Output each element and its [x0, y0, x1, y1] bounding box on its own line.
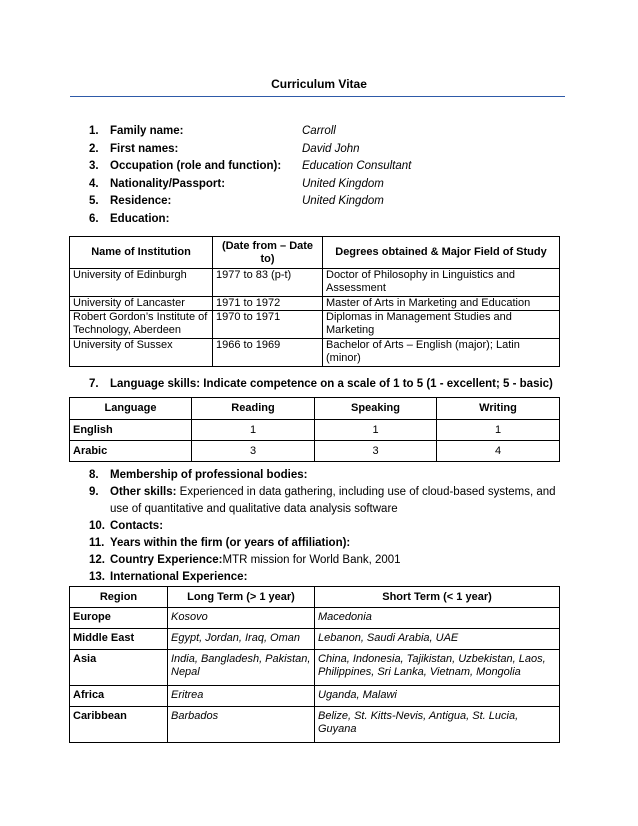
field-number: 1. — [89, 125, 99, 137]
institution-cell: University of Sussex — [70, 339, 213, 367]
institution-cell: University of Edinburgh — [70, 269, 213, 297]
column-header: Language — [70, 398, 192, 420]
section-number: 7. — [89, 378, 99, 390]
table-header-row — [70, 398, 560, 420]
field-label: First names: — [110, 142, 179, 155]
dates-cell: 1977 to 83 (p-t) — [213, 269, 323, 297]
long-term-cell: Kosovo — [168, 608, 315, 629]
table-header-row — [70, 237, 560, 269]
column-header: Short Term (< 1 year) — [315, 587, 560, 608]
international-experience-table — [69, 586, 560, 743]
degree-cell: Bachelor of Arts – English (major); Latin (minor) — [323, 339, 560, 367]
table-row — [70, 297, 560, 311]
institution-cell: University of Lancaster — [70, 297, 213, 311]
region-cell: Africa — [70, 686, 168, 707]
long-term-cell: Eritrea — [168, 686, 315, 707]
region-cell: Middle East — [70, 629, 168, 650]
table-row — [70, 650, 560, 686]
section-number: 13. — [89, 571, 105, 583]
field-value: United Kingdom — [302, 195, 384, 207]
table-row — [70, 441, 560, 462]
column-header: Long Term (> 1 year) — [168, 587, 315, 608]
table-row — [70, 686, 560, 707]
other-skills-line-2 — [89, 501, 559, 518]
short-term-cell: Macedonia — [315, 608, 560, 629]
table-row — [70, 269, 560, 297]
reading-cell: 1 — [192, 420, 315, 441]
international-experience-line — [89, 569, 559, 586]
section-text: MTR mission for World Bank, 2001 — [222, 554, 401, 566]
writing-cell: 4 — [437, 441, 560, 462]
language-skills-heading — [89, 378, 553, 390]
reading-cell: 3 — [192, 441, 315, 462]
table-header-row — [70, 587, 560, 608]
field-value: Carroll — [302, 125, 336, 137]
writing-cell: 1 — [437, 420, 560, 441]
field-label: Education: — [110, 212, 170, 225]
title-divider — [70, 96, 565, 97]
section-label: International Experience: — [110, 571, 248, 583]
region-cell: Caribbean — [70, 707, 168, 743]
dates-cell: 1970 to 1971 — [213, 311, 323, 339]
column-header: Reading — [192, 398, 315, 420]
table-row — [70, 311, 560, 339]
section-content — [110, 484, 556, 501]
long-term-cell: Barbados — [168, 707, 315, 743]
language-table — [69, 397, 560, 462]
long-term-cell: Egypt, Jordan, Iraq, Oman — [168, 629, 315, 650]
short-term-cell: Belize, St. Kitts-Nevis, Antigua, St. Lucia, Guyana — [315, 707, 560, 743]
field-label: Occupation (role and function): — [110, 160, 282, 172]
additional-sections — [89, 467, 559, 586]
column-header: Name of Institution — [70, 237, 213, 269]
membership-line — [89, 467, 559, 484]
section-text: Experienced in data gathering, including use of cloud-based systems, and — [179, 486, 556, 498]
field-number: 2. — [89, 142, 99, 155]
dates-cell: 1971 to 1972 — [213, 297, 323, 311]
dates-cell: 1966 to 1969 — [213, 339, 323, 367]
other-skills-line — [89, 484, 559, 501]
table-row — [70, 629, 560, 650]
field-number: 6. — [89, 212, 99, 225]
degree-cell: Diplomas in Management Studies and Marketing — [323, 311, 560, 339]
education-table — [69, 236, 560, 367]
section-label: Membership of professional bodies: — [110, 469, 308, 481]
country-experience-line — [89, 552, 559, 569]
short-term-cell: Lebanon, Saudi Arabia, UAE — [315, 629, 560, 650]
column-header: Writing — [437, 398, 560, 420]
years-line — [89, 535, 559, 552]
section-label: Other skills: — [110, 486, 177, 498]
long-term-cell: India, Bangladesh, Pakistan, Nepal — [168, 650, 315, 686]
field-value: David John — [302, 142, 360, 155]
field-label: Nationality/Passport: — [110, 177, 226, 190]
section-content — [110, 552, 401, 569]
table-row — [70, 707, 560, 743]
section-number: 9. — [89, 486, 99, 498]
section-text: use of quantitative and qualitative data analysis software — [110, 503, 398, 515]
degree-cell: Master of Arts in Marketing and Education — [323, 297, 560, 311]
section-number: 8. — [89, 469, 99, 481]
section-label: Years within the firm (or years of affiliation): — [110, 537, 351, 549]
field-label: Residence: — [110, 195, 172, 207]
region-cell: Asia — [70, 650, 168, 686]
speaking-cell: 3 — [315, 441, 437, 462]
column-header: Speaking — [315, 398, 437, 420]
field-value: United Kingdom — [302, 177, 384, 190]
field-number: 5. — [89, 195, 99, 207]
language-cell: English — [70, 420, 192, 441]
language-cell: Arabic — [70, 441, 192, 462]
field-label: Family name: — [110, 125, 184, 137]
table-row — [70, 420, 560, 441]
short-term-cell: China, Indonesia, Tajikistan, Uzbekistan, Laos, Philippines, Sri Lanka, Vietnam, Mongolia — [315, 650, 560, 686]
table-row — [70, 339, 560, 367]
contacts-line — [89, 518, 559, 535]
column-header: Degrees obtained & Major Field of Study — [323, 237, 560, 269]
column-header: Region — [70, 587, 168, 608]
section-text: Language skills: Indicate competence on a scale of 1 to 5 (1 - excellent; 5 - basic) — [110, 378, 553, 390]
section-number: 10. — [89, 520, 105, 532]
section-number: 12. — [89, 554, 105, 566]
region-cell: Europe — [70, 608, 168, 629]
institution-cell: Robert Gordon’s Institute of Technology, Aberdeen — [70, 311, 213, 339]
degree-cell: Doctor of Philosophy in Linguistics and Assessment — [323, 269, 560, 297]
section-label: Contacts: — [110, 520, 164, 532]
short-term-cell: Uganda, Malawi — [315, 686, 560, 707]
field-number: 3. — [89, 160, 99, 172]
document-title: Curriculum Vitae — [271, 77, 367, 91]
column-header: (Date from – Date to) — [213, 237, 323, 269]
section-number: 11. — [89, 537, 105, 549]
table-row — [70, 608, 560, 629]
section-label: Country Experience: — [110, 554, 223, 566]
field-number: 4. — [89, 177, 99, 190]
speaking-cell: 1 — [315, 420, 437, 441]
field-value: Education Consultant — [302, 160, 412, 172]
